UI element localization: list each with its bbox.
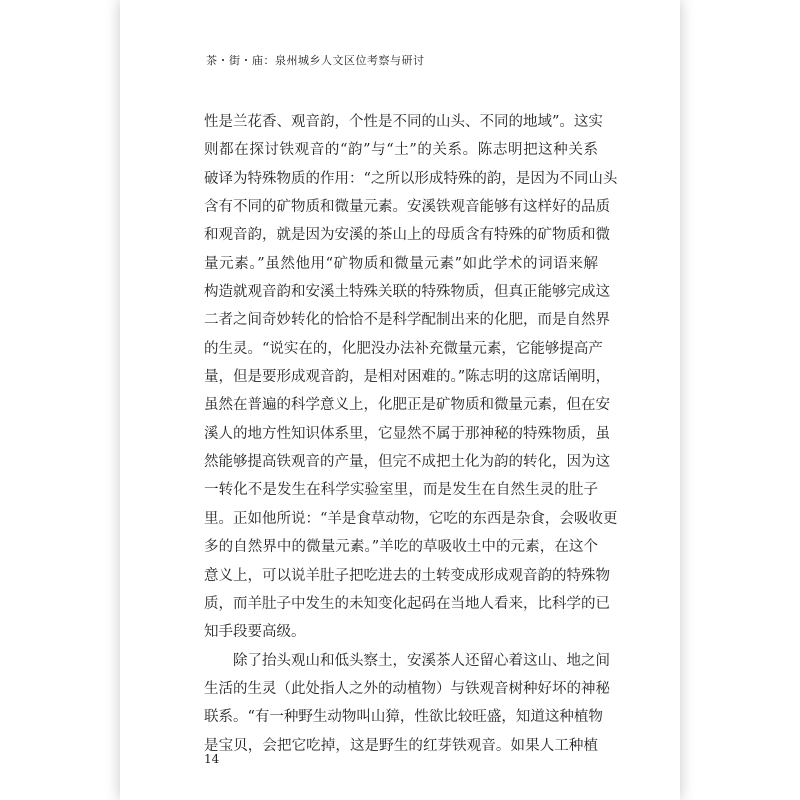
text-line: 溪人的地方性知识体系里，它显然不属于那神秘的特殊物质，虽 xyxy=(204,425,610,442)
text-line-paragraph-start: 除了抬头观山和低头察土，安溪茶人还留心着这山、地之间 xyxy=(233,652,610,669)
text-line-paragraph-end: 知手段要高级。 xyxy=(204,624,306,641)
text-line: 里。正如他所说：“羊是食草动物，它吃的东西是杂食，会吸收更 xyxy=(204,510,618,527)
text-line: 二者之间奇妙转化的恰恰不是科学配制出来的化肥，而是自然界 xyxy=(204,312,610,329)
text-line: 多的自然界中的微量元素。”羊吃的草吸收土中的元素，在这个 xyxy=(204,539,598,556)
page-number: 14 xyxy=(204,752,220,766)
running-header: 茶・街・庙：泉州城乡人文区位考察与研讨 xyxy=(206,54,425,67)
text-line: 是宝贝，会把它吃掉，这是野生的红芽铁观音。如果人工种植 xyxy=(204,737,598,754)
text-line: 虽然在普遍的科学意义上，化肥正是矿物质和微量元素，但在安 xyxy=(204,397,610,414)
text-line: 构造就观音韵和安溪土特殊关联的特殊物质，但真正能够完成这 xyxy=(204,284,610,301)
book-page xyxy=(128,0,672,800)
text-line: 意义上，可以说羊肚子把吃进去的土转变成形成观音韵的特殊物 xyxy=(204,567,610,584)
text-line: 然能够提高铁观音的产量，但完不成把土化为韵的转化，因为这 xyxy=(204,454,610,471)
text-line: 量，但是要形成观音韵，是相对困难的。”陈志明的这席话阐明， xyxy=(204,369,611,386)
text-line: 性是兰花香、观音韵，个性是不同的山头、不同的地域”。这实 xyxy=(204,114,603,130)
text-line: 量元素。”虽然他用“矿物质和微量元素”如此学术的词语来解 xyxy=(204,255,598,272)
text-line: 联系。“有一种野生动物叫山獐，性欲比较旺盛，知道这种植物 xyxy=(204,709,603,726)
text-line: 质，而羊肚子中发生的未知变化起码在当地人看来，比科学的已 xyxy=(204,595,610,612)
text-line: 含有不同的矿物质和微量元素。安溪铁观音能够有这样好的品质 xyxy=(204,199,610,216)
text-line: 的生灵。“说实在的，化肥没办法补充微量元素，它能够提高产 xyxy=(204,340,603,357)
text-line: 破译为特殊物质的作用：“之所以形成特殊的韵，是因为不同山头 xyxy=(204,170,618,187)
text-line: 生活的生灵（此处指人之外的动植物）与铁观音树种好坏的神秘 xyxy=(204,680,610,697)
body-text xyxy=(204,108,618,760)
text-line: 一转化不是发生在科学实验室里，而是发生在自然生灵的肚子 xyxy=(204,482,598,499)
text-line: 和观音韵，就是因为安溪的茶山上的母质含有特殊的矿物质和微 xyxy=(204,227,610,244)
text-line: 则都在探讨铁观音的“韵”与“土”的关系。陈志明把这种关系 xyxy=(204,142,598,159)
